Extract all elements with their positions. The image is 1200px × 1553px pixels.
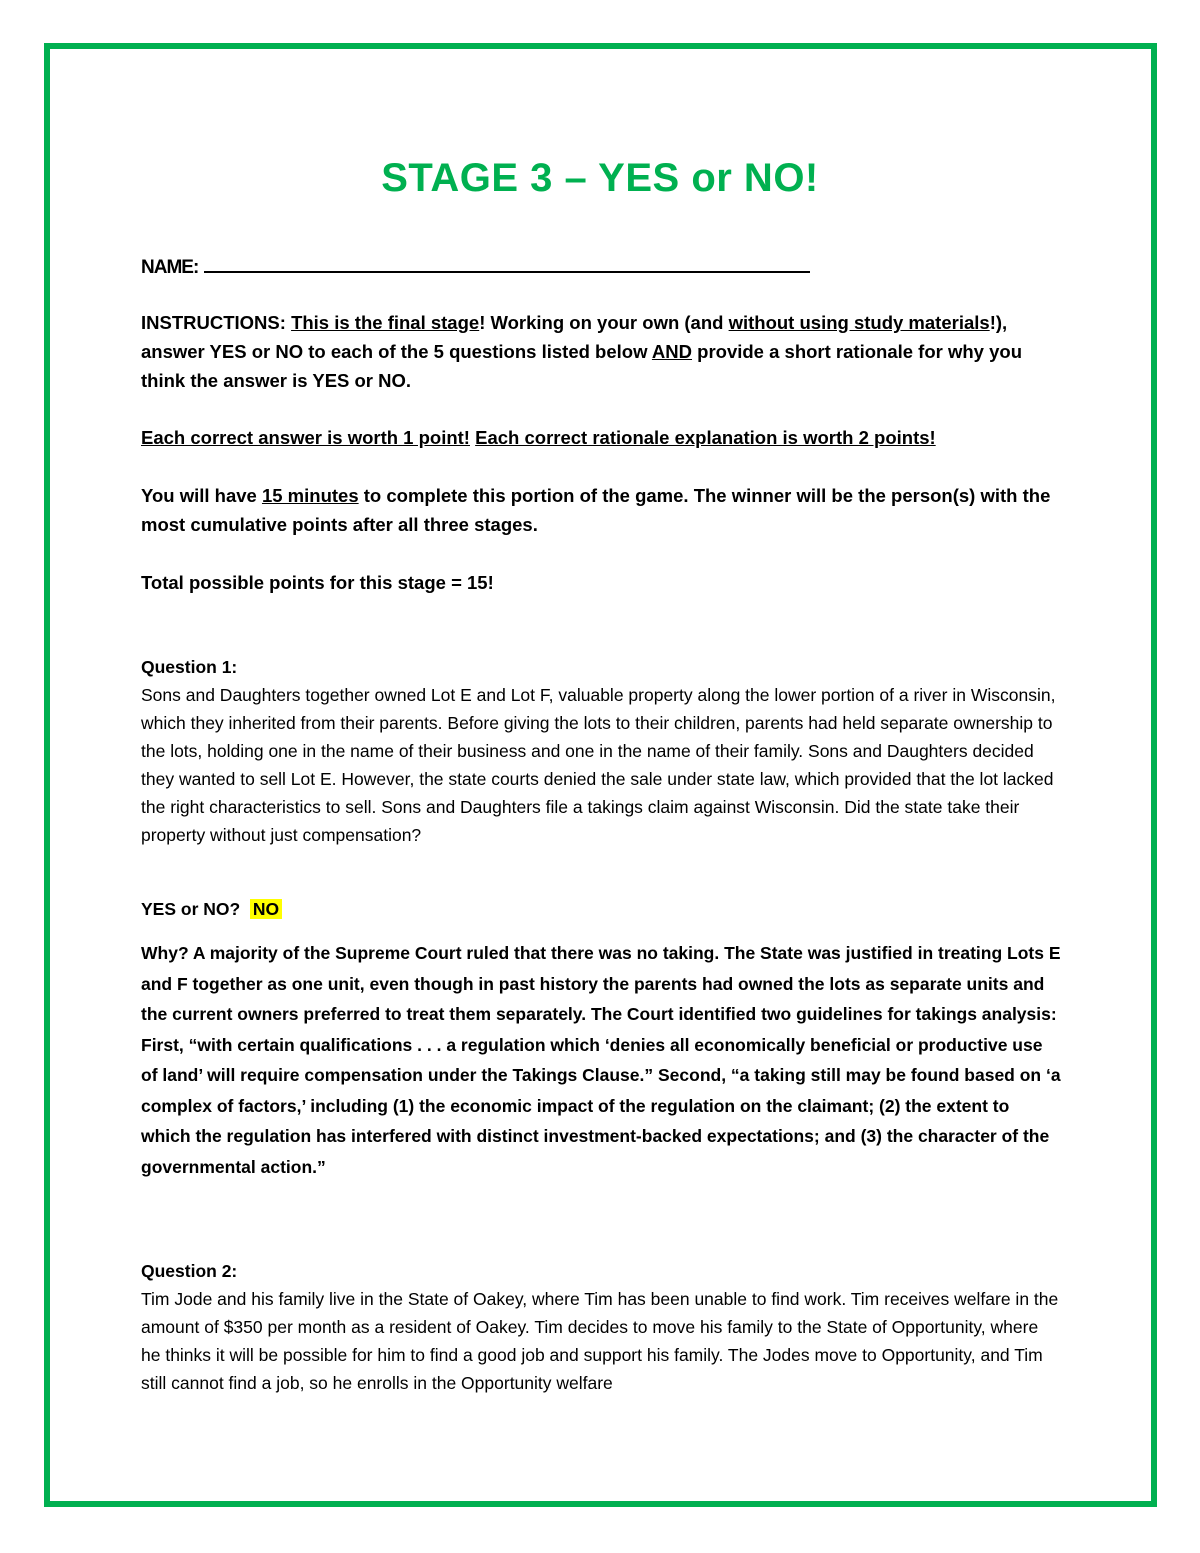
page-title: STAGE 3 – YES or NO!	[381, 156, 819, 200]
question-1-answer-row	[141, 895, 1061, 923]
question-2-label: Question 2:	[141, 1261, 238, 1281]
question-2	[141, 1257, 1061, 1397]
instructions-without-materials: without using study materials	[728, 312, 990, 333]
time-suffix: to complete this portion of the game. The winner will be the person(s) with the most cumulative points after all three stages.	[141, 485, 1051, 535]
instructions-final-stage: This is the final stage	[291, 312, 480, 333]
question-1-label: Question 1:	[141, 657, 238, 677]
question-1	[141, 653, 1061, 849]
time-minutes: 15 minutes	[261, 485, 359, 506]
name-field-row	[141, 251, 810, 282]
instructions-part2: ! Working on your own (and	[479, 312, 729, 333]
yes-no-label: YES or NO?	[141, 899, 241, 919]
instructions-and: AND	[651, 341, 693, 362]
question-1-text: Sons and Daughters together owned Lot E and Lot F, valuable property along the lower portion of a river in Wisconsin, which they inherited from their parents. Before giving the lots to their children, parents had held separate ownership to the lots, holding one in the name of their business and one in the name of their family. Sons and Daughters decided they wanted to sell Lot E. However, the state courts denied the sale under state law, which provided that the lot lacked the right characteristics to sell. Sons and Daughters file a takings claim against Wisconsin. Did the state take their property without just compensation?	[141, 685, 1056, 845]
question-2-text: Tim Jode and his family live in the State of Oakey, where Tim has been unable to find work. Tim receives welfare in the amount of $350 per month as a resident of Oakey. Tim decides to move his family to the State of Opportunity, where he thinks it will be possible for him to find a good job and support his family. The Jodes move to Opportunity, and Tim still cannot find a job, so he enrolls in the Opportunity welfare	[141, 1289, 1059, 1393]
total-points: Total possible points for this stage = 15!	[141, 572, 494, 593]
instructions-paragraph	[141, 308, 1051, 395]
question-1-rationale: Why? A majority of the Supreme Court ruled that there was no taking. The State was justified in treating Lots E and F together as one unit, even though in past history the parents had owned the lots as separate units and the current owners preferred to treat them separately. The Court identified two guidelines for takings analysis: First, “with certain qualifications . . . a regulation which ‘denies all economically beneficial or productive use of land’ will require compensation under the Takings Clause.” Second, “a taking still may be found based on ‘a complex of factors,’ including (1) the economic impact of the regulation on the claimant; (2) the extent to which the regulation has interfered with distinct investment-backed expectations; and (3) the character of the governmental action.”	[141, 943, 1061, 1177]
answer-highlight: NO	[250, 899, 282, 919]
points-paragraph	[141, 423, 1051, 452]
points-answer: Each correct answer is worth 1 point!	[141, 427, 470, 448]
time-prefix: You will have	[141, 485, 262, 506]
name-label: NAME:	[141, 257, 199, 278]
points-rationale: Each correct rationale explanation is worth 2 points!	[475, 427, 936, 448]
instructions-part3: !), answer YES or NO to each of the 5 questions listed below	[141, 312, 1008, 362]
instructions-part4: provide a short rationale for why you think the answer is YES or NO.	[141, 341, 1022, 391]
instructions-prefix: INSTRUCTIONS:	[141, 312, 292, 333]
time-paragraph	[141, 481, 1051, 539]
name-blank-line[interactable]	[204, 251, 810, 273]
